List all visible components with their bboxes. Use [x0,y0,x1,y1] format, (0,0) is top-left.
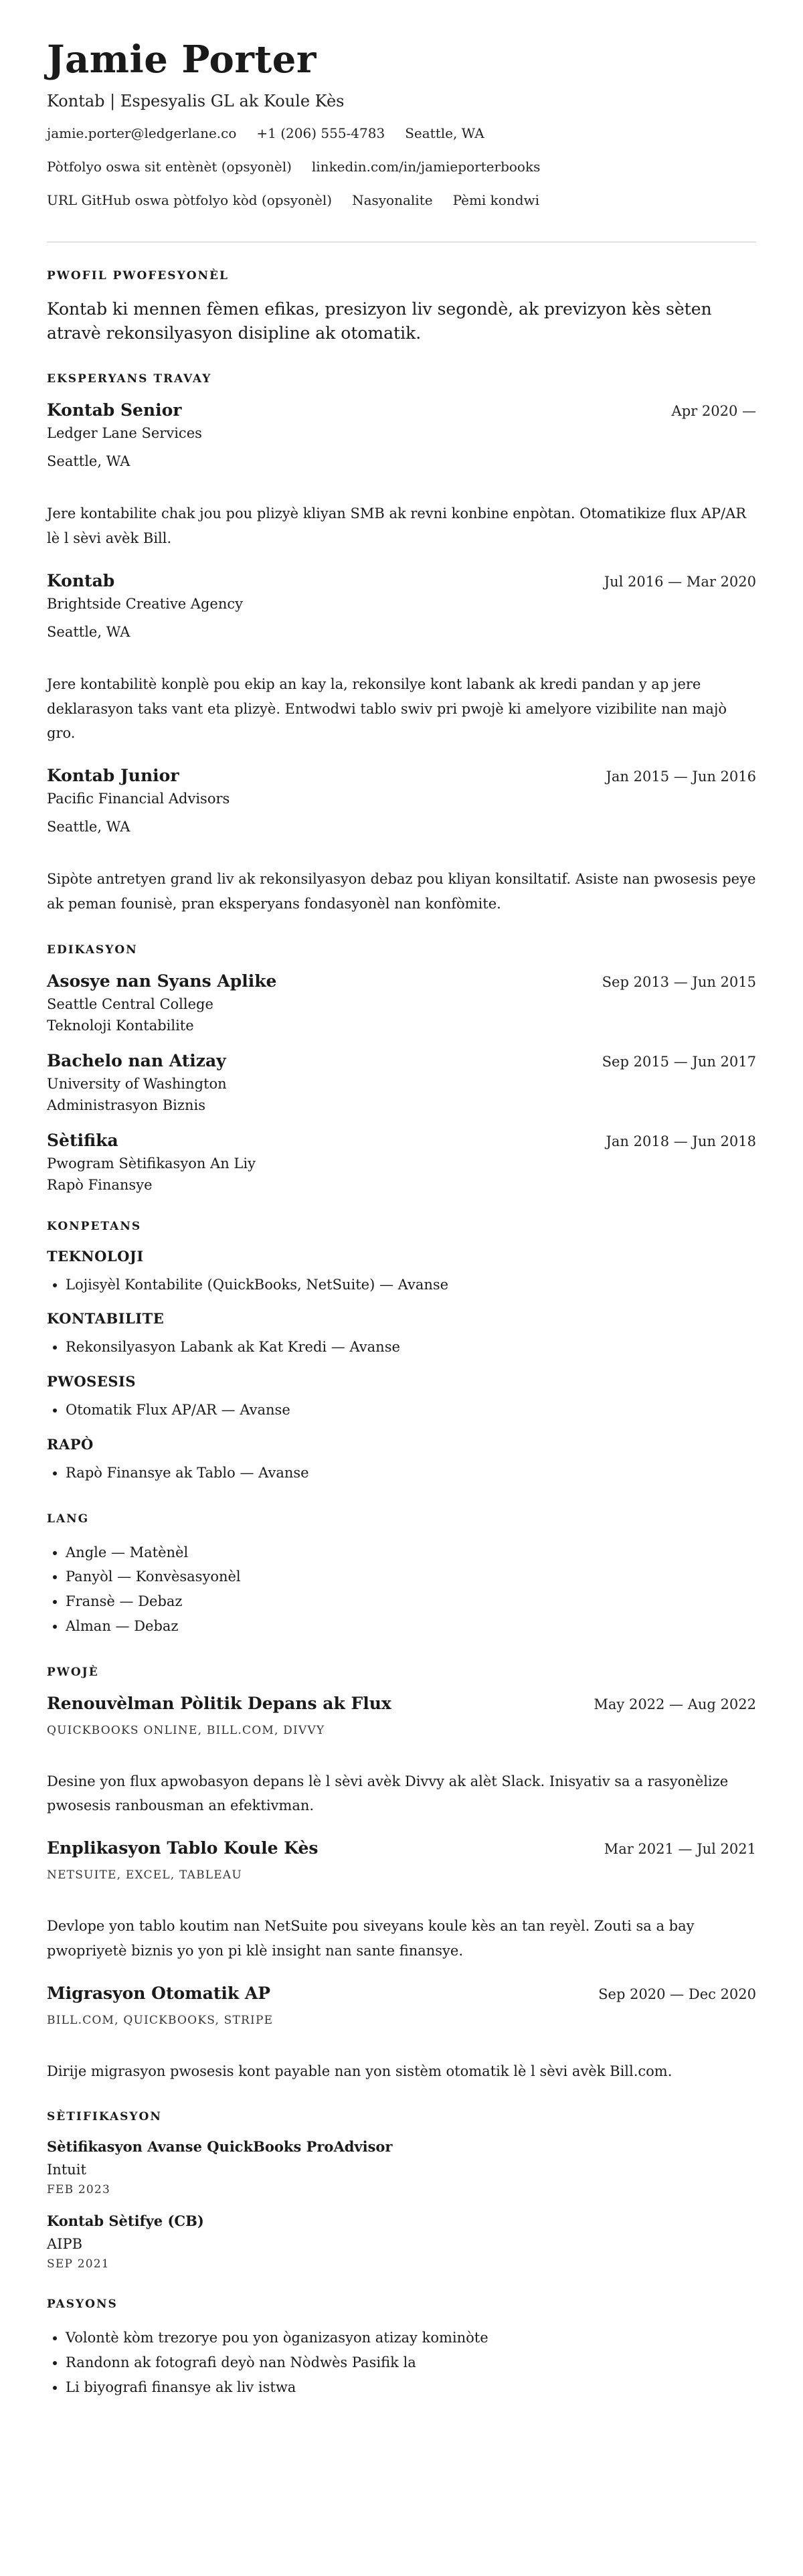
skill-category: KONTABILITE [47,1310,165,1327]
section-title: EKSPERYANS TRAVAY [47,372,212,386]
driving-permit: Pèmi kondwi [452,191,540,208]
phone-number[interactable]: +1 (206) 555-4783 [256,125,385,141]
certification-issuer: AIPB [47,2236,83,2253]
github-link[interactable]: URL GitHub oswa pòtfolyo kòd (opsyonèl) [47,191,333,208]
section-title: PWOFIL PWOFESYONÈL [47,268,229,283]
interest-list [47,2326,756,2399]
education-dates: Sep 2013 — Jun 2015 [602,973,756,990]
project-tech: BILL.COM, QUICKBOOKS, STRIPE [47,2013,274,2027]
skill-item: • Otomatik Flux AP/AR — Avanse [66,1398,756,1423]
project-name: Renouvèlman Pòlitik Depans ak Flux [47,1693,391,1713]
skill-item: • Rekonsilyasyon Labank ak Kat Kredi — Avanse [66,1335,756,1360]
linkedin-link[interactable]: linkedin.com/in/jamieporterbooks [311,158,541,175]
certification-name: Sètifikasyon Avanse QuickBooks ProAdvisor [47,2138,393,2156]
job-title: Kontab Junior [47,766,179,786]
section-title: SÈTIFIKASYON [47,2110,162,2124]
projects-section [47,1666,756,2084]
skill-list [47,1335,756,1360]
school-name: University of Washington [47,1075,227,1092]
job-title: Kontab [47,570,115,590]
degree-title: Asosye nan Syans Aplike [47,971,277,991]
school-name: Pwogram Sètifikasyon An Liy [47,1155,256,1172]
interest-item: • Li biyografi finansye ak liv istwa [66,2375,756,2400]
project-entry [47,1694,756,1819]
school-name: Seattle Central College [47,995,213,1012]
job-location: Seattle, WA [47,623,130,640]
certification-entry [47,2212,756,2271]
project-entry [47,1984,756,2084]
section-title: PWOJÈ [47,1665,99,1679]
job-location: Seattle, WA [47,453,130,470]
job-description: Jere kontabilitè konplè pou ekip an kay la, rekonsilye kont labank ak kredi pandan y ap jere deklarasyon taks vant eta plizyè. Entwodwi tablo swiv pri pwojè ki amelyore vizibilite nan majò gro. [47,675,727,742]
study-field: Rapò Finansye [47,1176,153,1193]
study-field: Teknoloji Kontabilite [47,1017,194,1034]
headline: Kontab | Espesyalis GL ak Koule Kès [47,91,345,110]
skill-category: TEKNOLOJI [47,1247,144,1265]
company-name: Brightside Creative Agency [47,595,243,612]
job-dates: Jan 2015 — Jun 2016 [606,769,756,785]
certification-date: FEB 2023 [47,2183,110,2197]
experience-entry [47,400,756,551]
language-item: • Alman — Debaz [66,1614,756,1639]
project-dates: Mar 2021 — Jul 2021 [604,1841,756,1858]
project-description: Dirije migrasyon pwosesis kont payable nan yon sistèm otomatik lè l sèvi avèk Bill.com. [47,2063,673,2079]
education-section [47,943,756,1193]
project-name: Enplikasyon Tablo Koule Kès [47,1838,319,1858]
language-item: • Panyòl — Konvèsasyonèl [66,1564,756,1589]
skill-list [47,1273,756,1297]
education-entry [47,971,756,1034]
candidate-name: Jamie Porter [47,37,317,82]
languages-section [47,1512,756,1639]
project-dates: Sep 2020 — Dec 2020 [598,1986,756,2002]
certification-issuer: Intuit [47,2162,86,2178]
skill-list [47,1461,756,1485]
education-entry [47,1051,756,1113]
project-dates: May 2022 — Aug 2022 [594,1696,756,1712]
project-tech: QUICKBOOKS ONLINE, BILL.COM, DIVVY [47,1723,325,1737]
project-description: Devlope yon tablo koutim nan NetSuite pou siveyans koule kès an tan reyèl. Zouti sa a bay pwopriyetè biznis yo yon pi klè insight nan sante finansye. [47,1918,695,1959]
experience-section [47,372,756,916]
language-list [47,1540,756,1639]
nationality: Nasyonalite [352,191,433,208]
skill-list [47,1398,756,1423]
education-dates: Sep 2015 — Jun 2017 [602,1053,756,1070]
certification-date: SEP 2021 [47,2257,110,2271]
interests-section [47,2298,756,2399]
certification-entry [47,2138,756,2196]
job-dates: Apr 2020 — [671,403,756,420]
job-dates: Jul 2016 — Mar 2020 [604,573,756,590]
job-location: Seattle, WA [47,819,130,835]
skill-category: PWOSESIS [47,1373,136,1390]
section-title: EDIKASYON [47,943,138,957]
interest-item: • Randonn ak fotografi deyò nan Nòdwès Pasifik la [66,2350,756,2375]
degree-title: Bachelo nan Atizay [47,1050,226,1070]
project-entry [47,1838,756,1963]
skill-item: • Lojisyèl Kontabilite (QuickBooks, NetSuite) — Avanse [66,1273,756,1297]
interest-item: • Volontè kòm trezorye pou yon òganizasyon atizay kominòte [66,2326,756,2350]
company-name: Pacific Financial Advisors [47,791,230,807]
education-entry [47,1131,756,1193]
education-dates: Jan 2018 — Jun 2018 [606,1133,756,1149]
project-tech: NETSUITE, EXCEL, TABLEAU [47,1868,242,1882]
skills-section [47,1220,756,1485]
experience-entry [47,571,756,746]
job-description: Sipòte antretyen grand liv ak rekonsilyasyon debaz pou kliyan konsiltatif. Asiste nan pwosesis peye ak peman founisè, pran eksperyans fondasyonèl nan konfòmite. [47,871,756,912]
profile-section [47,269,756,346]
skill-category: RAPÒ [47,1435,94,1453]
resume-header [47,37,756,208]
job-description: Jere kontabilite chak jou pou plizyè kliyan SMB ak revni konbine enpòtan. Otomatikize flux AP/AR lè l sèvi avèk Bill. [47,505,747,547]
section-title: PASYONS [47,2298,118,2312]
experience-entry [47,766,756,916]
project-description: Desine yon flux apwobasyon depans lè l sèvi avèk Divvy ak alèt Slack. Inisyativ sa a rasyonèlize pwosesis ranbousman an efektivman. [47,1773,729,1814]
section-title: LANG [47,1512,90,1526]
email-link[interactable]: jamie.porter@ledgerlane.co [47,125,237,141]
certifications-section [47,2110,756,2271]
location: Seattle, WA [405,125,484,141]
company-name: Ledger Lane Services [47,425,202,442]
profile-summary: Kontab ki mennen fèmen efikas, presizyon liv segondè, ak previzyon kès sèten atravè rekonsilyasyon disipline ak otomatik. [47,299,712,343]
contact-row-1 [47,125,756,141]
study-field: Administrasyon Biznis [47,1097,205,1113]
certification-name: Kontab Sètifye (CB) [47,2212,204,2230]
contact-row-3 [47,192,756,208]
section-title: KONPETANS [47,1219,142,1233]
language-item: • Fransè — Debaz [66,1589,756,1614]
degree-title: Sètifika [47,1130,118,1150]
job-title: Kontab Senior [47,400,182,420]
contact-row-2 [47,159,756,175]
language-item: • Angle — Matènèl [66,1540,756,1565]
skill-item: • Rapò Finansye ak Tablo — Avanse [66,1461,756,1485]
project-name: Migrasyon Otomatik AP [47,1983,271,2003]
portfolio-link[interactable]: Pòtfolyo oswa sit entènèt (opsyonèl) [47,158,292,175]
